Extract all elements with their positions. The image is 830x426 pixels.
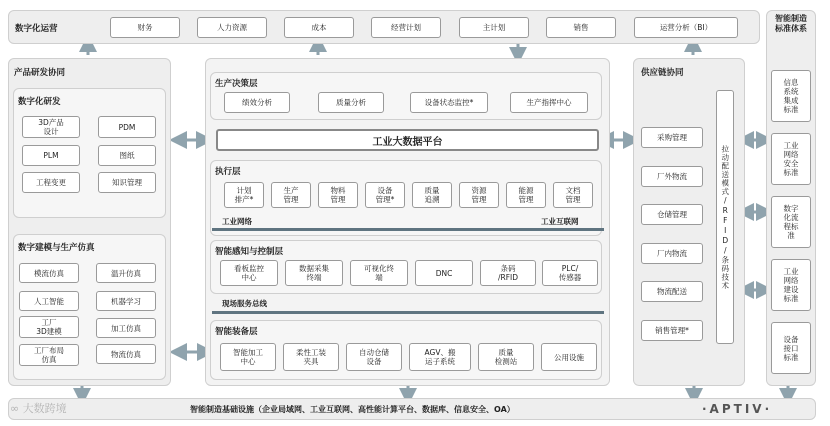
std-digital-process[interactable] bbox=[771, 196, 811, 248]
supply-tech-column bbox=[716, 90, 734, 344]
industrial-network-label: 工业网络 bbox=[222, 217, 252, 226]
sim-mold-flow[interactable]: 模流仿真 bbox=[19, 263, 79, 283]
equip-quality-station[interactable]: 质量 检测站 bbox=[478, 343, 534, 371]
equip-agv[interactable]: AGV、搬 运子系统 bbox=[409, 343, 471, 371]
sim-ai[interactable]: 人工智能 bbox=[19, 291, 79, 311]
exec-material[interactable]: 物料 管理 bbox=[318, 182, 358, 208]
std-network-security[interactable] bbox=[771, 133, 811, 185]
decision-equipment-monitor[interactable]: 设备状态监控* bbox=[410, 92, 488, 113]
ops-item-finance[interactable]: 财务 bbox=[110, 17, 180, 38]
supply-warehouse[interactable]: 仓储管理 bbox=[641, 204, 703, 225]
supply-inbound-logistics[interactable]: 厂内物流 bbox=[641, 243, 703, 264]
equip-fixture[interactable]: 柔性工装 夹具 bbox=[283, 343, 339, 371]
standards-title: 智能制造标准体系 bbox=[775, 14, 807, 33]
std-equipment-interface[interactable] bbox=[771, 322, 811, 374]
std-network-build-label: 工业网络建设标准 bbox=[783, 267, 799, 303]
exec-equipment[interactable]: 设备 管理* bbox=[365, 182, 405, 208]
big-data-platform[interactable]: 工业大数据平台 bbox=[216, 129, 599, 151]
exec-quality-trace[interactable]: 质量 追溯 bbox=[412, 182, 452, 208]
sim-title: 数字建模与生产仿真 bbox=[18, 243, 95, 253]
rnd-plm[interactable]: PLM bbox=[22, 145, 80, 166]
ops-item-sales[interactable]: 销售 bbox=[546, 17, 616, 38]
sim-machining[interactable]: 加工仿真 bbox=[96, 318, 156, 338]
sim-temp-rise[interactable]: 温升仿真 bbox=[96, 263, 156, 283]
infrastructure-text: 智能制造基础设施（企业局域网、工业互联网、高性能计算平台、数据库、信息安全、OA） bbox=[190, 405, 515, 414]
ops-item-bi[interactable]: 运营分析（BI） bbox=[634, 17, 738, 38]
std-info-integration[interactable] bbox=[771, 70, 811, 122]
decision-quality[interactable]: 质量分析 bbox=[318, 92, 384, 113]
supply-tech-text: 拉动配送模式/RFID/条码技术 bbox=[720, 144, 730, 290]
std-digital-process-label: 数字化流程标准 bbox=[783, 204, 799, 240]
equip-storage[interactable]: 自动仓储 设备 bbox=[346, 343, 402, 371]
sense-visual-terminal[interactable]: 可视化终 端 bbox=[350, 260, 408, 286]
sense-title: 智能感知与控制层 bbox=[215, 247, 284, 257]
decision-command-center[interactable]: 生产指挥中心 bbox=[510, 92, 588, 113]
digital-operations-title: 数字化运营 bbox=[15, 24, 58, 34]
supply-outbound-logistics[interactable]: 厂外物流 bbox=[641, 166, 703, 187]
std-info-integration-label: 信息系统集成标准 bbox=[783, 78, 799, 114]
watermark-text: 大数跨境 bbox=[22, 402, 67, 415]
rnd-pdm[interactable]: PDM bbox=[98, 116, 156, 138]
watermark-logo-icon: ∞ bbox=[10, 402, 20, 415]
rnd-drawing[interactable]: 图纸 bbox=[98, 145, 156, 166]
sense-kanban[interactable]: 看板监控 中心 bbox=[220, 260, 278, 286]
sense-data-terminal[interactable]: 数据采集 终端 bbox=[285, 260, 343, 286]
supply-title: 供应链协同 bbox=[641, 68, 684, 78]
decision-performance[interactable]: 绩效分析 bbox=[224, 92, 290, 113]
sense-plc[interactable]: PLC/ 传感器 bbox=[542, 260, 598, 286]
field-bus-label: 现场服务总线 bbox=[222, 299, 267, 308]
exec-scheduling[interactable]: 计划 排产* bbox=[224, 182, 264, 208]
sim-factory-3d[interactable]: 工厂 3D建模 bbox=[19, 316, 79, 338]
sense-rfid[interactable]: 条码 /RFID bbox=[480, 260, 536, 286]
exec-title: 执行层 bbox=[215, 167, 241, 177]
brand-logo: ·APTIV· bbox=[702, 402, 773, 416]
sim-layout[interactable]: 工厂布局 仿真 bbox=[19, 344, 79, 366]
industrial-internet-label: 工业互联网 bbox=[541, 217, 579, 226]
std-network-build[interactable] bbox=[771, 259, 811, 311]
equip-title: 智能装备层 bbox=[215, 327, 258, 337]
rnd-title: 产品研发协同 bbox=[14, 68, 66, 78]
exec-document[interactable]: 文档 管理 bbox=[553, 182, 593, 208]
ops-item-cost[interactable]: 成本 bbox=[284, 17, 354, 38]
watermark bbox=[10, 400, 67, 416]
rnd-3d-design[interactable]: 3D产品 设计 bbox=[22, 116, 80, 138]
exec-energy[interactable]: 能源 管理 bbox=[506, 182, 546, 208]
exec-resource[interactable]: 资源 管理 bbox=[459, 182, 499, 208]
std-equipment-interface-label: 设备接口标准 bbox=[783, 334, 799, 362]
sim-ml[interactable]: 机器学习 bbox=[96, 291, 156, 311]
std-network-security-label: 工业网络安全标准 bbox=[783, 141, 799, 177]
supply-sales-mgmt[interactable]: 销售管理* bbox=[641, 320, 703, 341]
supply-purchase[interactable]: 采购管理 bbox=[641, 127, 703, 148]
ops-item-master-plan[interactable]: 主计划 bbox=[459, 17, 529, 38]
field-bus-bar bbox=[212, 311, 604, 314]
exec-production[interactable]: 生产 管理 bbox=[271, 182, 311, 208]
supply-delivery[interactable]: 物流配送 bbox=[641, 281, 703, 302]
sense-dnc[interactable]: DNC bbox=[415, 260, 473, 286]
rnd-eng-change[interactable]: 工程变更 bbox=[22, 172, 80, 193]
ops-item-hr[interactable]: 人力资源 bbox=[197, 17, 267, 38]
decision-title: 生产决策层 bbox=[215, 79, 258, 89]
sim-logistics[interactable]: 物流仿真 bbox=[96, 344, 156, 364]
industrial-network-bar bbox=[212, 228, 604, 231]
ops-item-plan[interactable]: 经营计划 bbox=[371, 17, 441, 38]
equip-utilities[interactable]: 公用设施 bbox=[541, 343, 597, 371]
rnd-knowledge[interactable]: 知识管理 bbox=[98, 172, 156, 193]
digital-rnd-title: 数字化研发 bbox=[18, 97, 61, 107]
equip-machining-center[interactable]: 智能加工 中心 bbox=[220, 343, 276, 371]
